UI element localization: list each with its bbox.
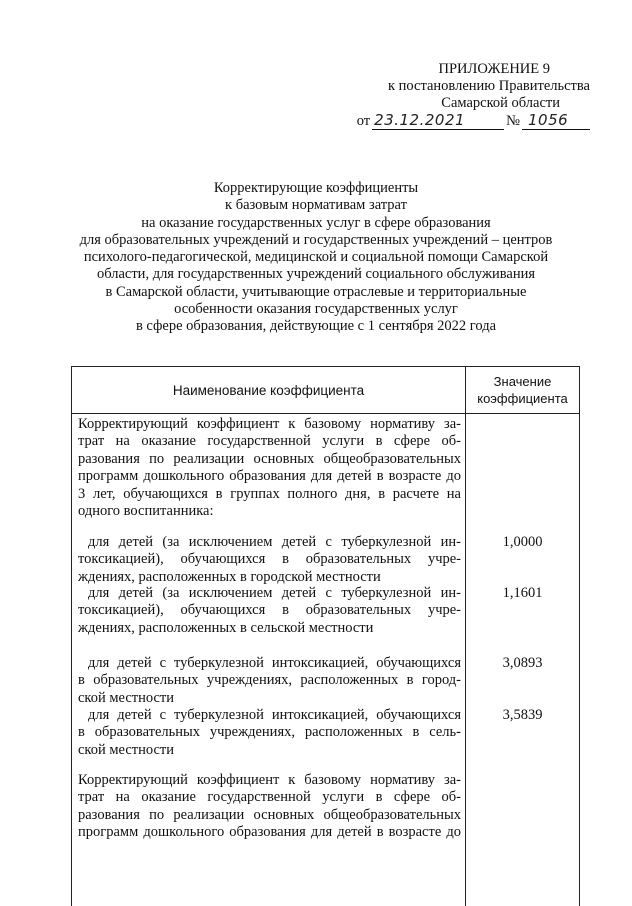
document-title [60,180,572,336]
appendix-header [330,61,590,130]
appendix-region-line: Самарской области [441,95,560,111]
section-2-text [78,772,461,842]
handwritten-number: 1056 [528,111,569,129]
text-line: программ дошкольного образования для детей в возрасте до [78,824,461,841]
row-value: 1,0000 [502,534,543,550]
row-text [78,534,461,586]
row-value: 3,0893 [502,655,543,671]
row-text [78,707,461,759]
text-line: разования по реализации основных общеобразовательных [78,450,461,467]
row-value: 3,5839 [502,707,543,723]
date-prefix: от [356,113,371,129]
row-text [78,585,461,637]
text-line: Корректирующий коэффициент к базовому нормативу за- [78,416,461,432]
title-line: к базовым нормативам затрат [225,197,407,214]
header-value-line: коэффициента [477,391,568,406]
header-name: Наименование коэффициента [172,382,365,398]
text-line: ждениях, расположенных в городской местности [78,568,381,585]
title-line: в сфере образования, действующие с 1 сентября 2022 года [135,318,497,335]
text-line: в образовательных учреждениях, расположенных в город- [78,672,461,689]
text-line: для детей с туберкулезной интоксикацией, обучающихся [88,655,461,671]
text-line: токсикацией), обучающихся в образовательных учре- [78,602,461,619]
text-line: одного воспитанника: [78,503,214,520]
text-line: токсикацией), обучающихся в образовательных учре- [78,551,461,568]
text-line: ской местности [78,689,175,706]
table-header [72,367,579,414]
title-line: в Самарской области, учитывающие отраслевые и территориальные [105,283,527,300]
appendix-decree-line: к постановлению Правительства [388,78,590,94]
appendix-date-number-line [330,112,590,130]
section-1-text [78,416,461,520]
text-line: для детей (за исключением детей с туберкулезной ин- [88,585,461,601]
row-text [78,655,461,707]
date-field [372,112,504,130]
column-divider [465,367,466,906]
title-line: психолого-педагогической, медицинской и социальной помощи Самарской [83,249,549,266]
header-value [466,373,579,407]
text-line: для детей с туберкулезной интоксикацией, обучающихся [88,707,461,723]
appendix-title: ПРИЛОЖЕНИЕ 9 [438,61,550,77]
title-line: для образовательных учреждений и государственных учреждений – центров [79,231,553,248]
text-line: 3 лет, обучающихся в группах полного дня, в расчете на [78,485,461,502]
text-line: программ дошкольного образования для детей в возрасте до [78,468,461,485]
title-line: Корректирующие коэффициенты [213,180,419,196]
title-line: на оказание государственных услуг в сфере образования [141,214,491,231]
text-line: ждениях, расположенных в сельской местности [78,619,374,636]
text-line: Корректирующий коэффициент к базовому нормативу за- [78,772,461,788]
text-line: трат на оказание государственной услуги в сфере об- [78,789,461,806]
number-field [522,112,590,130]
text-line: в образовательных учреждениях, расположенных в сель- [78,724,461,741]
header-value-line: Значение [493,374,552,389]
title-line: особенности оказания государственных услуг [174,301,458,318]
row-value: 1,1601 [502,585,543,601]
text-line: трат на оказание государственной услуги в сфере об- [78,433,461,450]
title-line: области, для государственных учреждений социального обслуживания [96,266,536,283]
coefficients-table [71,366,580,906]
text-line: для детей (за исключением детей с туберкулезной ин- [88,534,461,550]
handwritten-date: 23.12.2021 [374,111,466,129]
text-line: ской местности [78,741,175,758]
number-prefix: № [506,113,520,129]
text-line: разования по реализации основных общеобразовательных [78,806,461,823]
